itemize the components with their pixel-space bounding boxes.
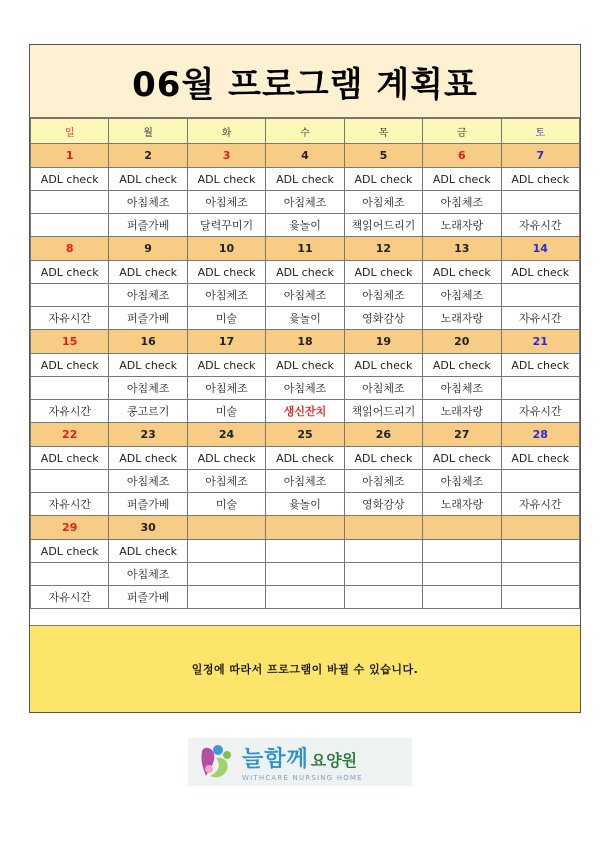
activity-cell: 노래자랑 — [423, 400, 501, 423]
date-cell: 13 — [423, 237, 501, 261]
activity-cell: ADL check — [31, 261, 109, 284]
activity-cell: ADL check — [187, 447, 265, 470]
date-cell: 16 — [109, 330, 187, 354]
date-cell: 2 — [109, 144, 187, 168]
page-title: 06월 프로그램 계획표 — [132, 64, 478, 105]
activity-cell: ADL check — [344, 168, 422, 191]
schedule-change-notice: 일정에 따라서 프로그램이 바뀔 수 있습니다. — [191, 663, 419, 676]
activity-cell: ADL check — [423, 447, 501, 470]
date-cell: 1 — [31, 144, 109, 168]
activity-cell: 아침체조 — [344, 284, 422, 307]
activity-cell: ADL check — [109, 168, 187, 191]
activity-cell: ADL check — [344, 354, 422, 377]
logo-text — [242, 742, 363, 782]
weekday-header-cell: 수 — [266, 119, 344, 144]
activity-cell: 퍼즐가베 — [109, 214, 187, 237]
activity-cell: 윷놀이 — [266, 214, 344, 237]
date-cell: 25 — [266, 423, 344, 447]
activity-row — [31, 168, 580, 191]
activity-cell: 미술 — [187, 307, 265, 330]
date-row — [31, 516, 580, 540]
activity-cell: 아침체조 — [109, 563, 187, 586]
activity-row — [31, 586, 580, 609]
activity-cell: 미술 — [187, 493, 265, 516]
activity-cell: ADL check — [187, 168, 265, 191]
activity-cell — [31, 563, 109, 586]
nursing-home-logo — [188, 738, 412, 786]
activity-cell — [31, 377, 109, 400]
activity-cell: 아침체조 — [109, 191, 187, 214]
weekday-header-cell: 월 — [109, 119, 187, 144]
activity-cell: 자유시간 — [501, 400, 579, 423]
activity-cell: 아침체조 — [423, 284, 501, 307]
activity-cell: 아침체조 — [109, 284, 187, 307]
date-cell: 24 — [187, 423, 265, 447]
activity-cell: 아침체조 — [344, 191, 422, 214]
activity-cell: ADL check — [187, 261, 265, 284]
weekday-header-cell: 토 — [501, 119, 579, 144]
activity-cell — [344, 563, 422, 586]
activity-cell: ADL check — [31, 447, 109, 470]
activity-cell: 책읽어드리기 — [344, 400, 422, 423]
activity-cell: ADL check — [501, 168, 579, 191]
activity-cell — [31, 470, 109, 493]
weekday-header-cell: 금 — [423, 119, 501, 144]
activity-cell: 퍼즐가베 — [109, 493, 187, 516]
activity-row — [31, 563, 580, 586]
activity-cell: ADL check — [187, 354, 265, 377]
activity-cell: 아침체조 — [266, 284, 344, 307]
activity-cell: 자유시간 — [501, 493, 579, 516]
activity-cell: ADL check — [266, 447, 344, 470]
date-cell — [501, 516, 579, 540]
activity-cell: 노래자랑 — [423, 214, 501, 237]
activity-cell — [501, 191, 579, 214]
activity-cell: 자유시간 — [31, 493, 109, 516]
activity-cell: 노래자랑 — [423, 493, 501, 516]
activity-cell — [187, 540, 265, 563]
activity-cell — [344, 586, 422, 609]
activity-cell: 아침체조 — [344, 377, 422, 400]
activity-cell: 달력꾸미기 — [187, 214, 265, 237]
activity-cell: 영화감상 — [344, 307, 422, 330]
activity-cell: ADL check — [344, 447, 422, 470]
date-cell: 15 — [31, 330, 109, 354]
activity-row — [31, 493, 580, 516]
activity-row — [31, 261, 580, 284]
activity-row — [31, 540, 580, 563]
activity-cell: ADL check — [266, 354, 344, 377]
logo-suffix: 요양원 — [310, 751, 358, 770]
activity-cell — [501, 540, 579, 563]
activity-cell: 퍼즐가베 — [109, 586, 187, 609]
activity-cell: 자유시간 — [31, 586, 109, 609]
activity-cell — [266, 540, 344, 563]
date-cell: 27 — [423, 423, 501, 447]
activity-cell: 영화감상 — [344, 493, 422, 516]
activity-cell: ADL check — [31, 354, 109, 377]
activity-cell: 아침체조 — [266, 377, 344, 400]
date-cell: 6 — [423, 144, 501, 168]
people-heart-icon — [196, 742, 236, 782]
activity-cell: 자유시간 — [31, 400, 109, 423]
activity-cell: 생신잔치 — [266, 400, 344, 423]
activity-cell: ADL check — [501, 354, 579, 377]
notice-row — [30, 625, 580, 712]
date-cell: 21 — [501, 330, 579, 354]
date-cell: 22 — [31, 423, 109, 447]
activity-cell: 아침체조 — [423, 377, 501, 400]
activity-cell — [501, 284, 579, 307]
activity-cell — [501, 470, 579, 493]
date-cell — [344, 516, 422, 540]
activity-cell: 책읽어드리기 — [344, 214, 422, 237]
activity-cell: ADL check — [501, 447, 579, 470]
date-row — [31, 237, 580, 261]
activity-cell: ADL check — [344, 261, 422, 284]
date-row — [31, 423, 580, 447]
activity-cell — [501, 586, 579, 609]
activity-cell: 아침체조 — [187, 377, 265, 400]
activity-cell — [187, 563, 265, 586]
title-row — [30, 45, 580, 118]
date-cell: 10 — [187, 237, 265, 261]
activity-row — [31, 284, 580, 307]
activity-cell: ADL check — [31, 540, 109, 563]
activity-cell: 윷놀이 — [266, 307, 344, 330]
activity-cell: ADL check — [109, 354, 187, 377]
date-cell — [423, 516, 501, 540]
date-cell: 29 — [31, 516, 109, 540]
activity-cell: 퍼즐가베 — [109, 307, 187, 330]
activity-cell: ADL check — [501, 261, 579, 284]
activity-row — [31, 191, 580, 214]
weekday-header-cell: 목 — [344, 119, 422, 144]
activity-row — [31, 307, 580, 330]
activity-cell — [344, 540, 422, 563]
activity-cell — [423, 563, 501, 586]
activity-cell — [501, 563, 579, 586]
activity-cell — [423, 586, 501, 609]
activity-cell: 아침체조 — [423, 191, 501, 214]
date-cell: 12 — [344, 237, 422, 261]
date-row — [31, 144, 580, 168]
activity-cell: 아침체조 — [266, 470, 344, 493]
date-cell: 17 — [187, 330, 265, 354]
activity-cell: ADL check — [266, 261, 344, 284]
activity-cell: 아침체조 — [266, 191, 344, 214]
weekday-header-cell: 일 — [31, 119, 109, 144]
activity-row — [31, 447, 580, 470]
activity-cell: ADL check — [109, 447, 187, 470]
activity-cell: 콩고르기 — [109, 400, 187, 423]
activity-cell: 미술 — [187, 400, 265, 423]
activity-row — [31, 400, 580, 423]
date-cell: 20 — [423, 330, 501, 354]
activity-cell: 아침체조 — [187, 191, 265, 214]
activity-cell — [31, 191, 109, 214]
activity-cell: 아침체조 — [109, 470, 187, 493]
activity-cell: 아침체조 — [187, 470, 265, 493]
activity-cell: ADL check — [266, 168, 344, 191]
date-cell: 14 — [501, 237, 579, 261]
activity-cell: 자유시간 — [501, 307, 579, 330]
date-row — [31, 330, 580, 354]
activity-row — [31, 354, 580, 377]
activity-cell: 노래자랑 — [423, 307, 501, 330]
activity-cell: 아침체조 — [109, 377, 187, 400]
activity-row — [31, 470, 580, 493]
activity-cell — [187, 586, 265, 609]
weekday-header-row — [31, 119, 580, 144]
weekday-header-cell: 화 — [187, 119, 265, 144]
activity-cell: 아침체조 — [187, 284, 265, 307]
activity-cell: 아침체조 — [344, 470, 422, 493]
activity-cell: 자유시간 — [31, 307, 109, 330]
logo-english-name: WITHCARE NURSING HOME — [242, 774, 363, 782]
activity-cell: 아침체조 — [423, 470, 501, 493]
activity-cell: ADL check — [423, 261, 501, 284]
activity-cell: ADL check — [109, 261, 187, 284]
activity-cell — [31, 284, 109, 307]
activity-cell — [501, 377, 579, 400]
activity-row — [31, 377, 580, 400]
activity-cell: 자유시간 — [501, 214, 579, 237]
activity-row — [31, 214, 580, 237]
date-cell: 3 — [187, 144, 265, 168]
date-cell: 4 — [266, 144, 344, 168]
activity-cell — [266, 563, 344, 586]
date-cell: 23 — [109, 423, 187, 447]
logo-name: 늘함께 — [242, 747, 309, 772]
activity-cell: ADL check — [31, 168, 109, 191]
program-schedule-sheet — [29, 44, 581, 713]
activity-cell: ADL check — [423, 354, 501, 377]
date-cell: 5 — [344, 144, 422, 168]
activity-cell — [31, 214, 109, 237]
date-cell: 19 — [344, 330, 422, 354]
date-cell: 9 — [109, 237, 187, 261]
date-cell — [187, 516, 265, 540]
monthly-calendar-table — [30, 118, 580, 609]
date-cell: 8 — [31, 237, 109, 261]
date-cell: 30 — [109, 516, 187, 540]
activity-cell: ADL check — [423, 168, 501, 191]
activity-cell — [423, 540, 501, 563]
activity-cell: 윷놀이 — [266, 493, 344, 516]
date-cell: 28 — [501, 423, 579, 447]
activity-cell — [266, 586, 344, 609]
date-cell — [266, 516, 344, 540]
date-cell: 7 — [501, 144, 579, 168]
date-cell: 26 — [344, 423, 422, 447]
activity-cell: ADL check — [109, 540, 187, 563]
date-cell: 18 — [266, 330, 344, 354]
date-cell: 11 — [266, 237, 344, 261]
